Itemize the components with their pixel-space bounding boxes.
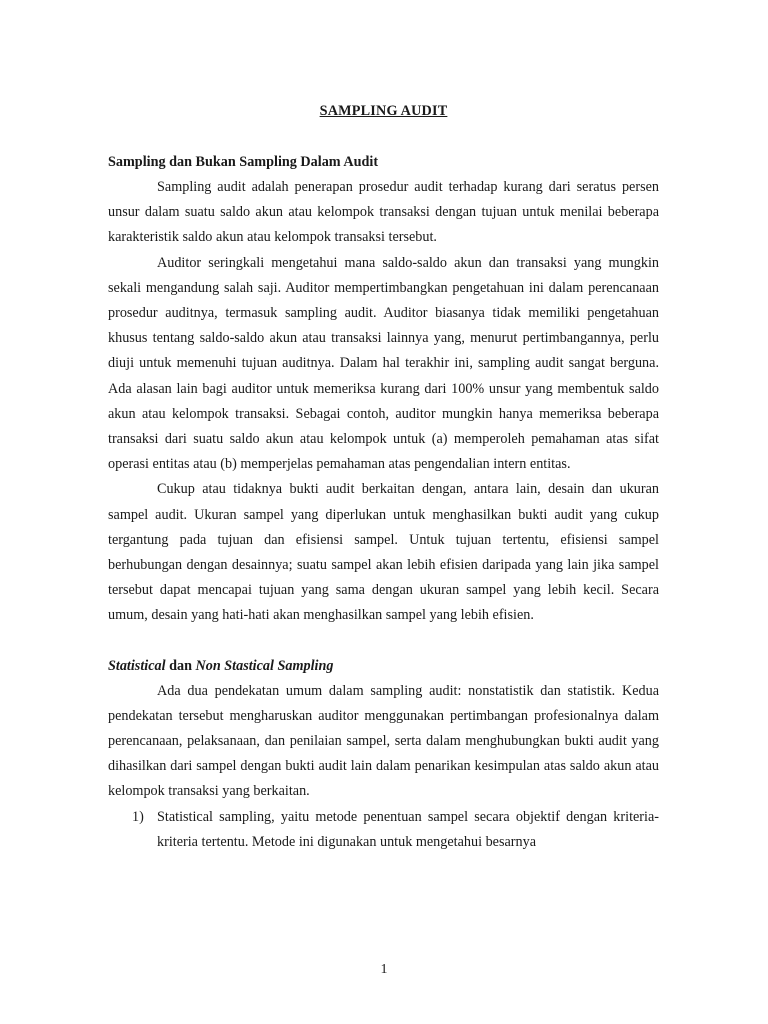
list-marker: 1): [132, 808, 144, 825]
list-item-text: Statistical sampling, yaitu metode penentuan sampel secara objektif dengan kriteria-kriteria tertentu. Metode ini digunakan untuk mengetahui besarnya: [157, 808, 659, 850]
document-body: [108, 99, 659, 855]
numbered-list: [108, 805, 659, 855]
paragraph: Auditor seringkali mengetahui mana saldo-saldo akun dan transaksi yang mungkin sekali mengandung salah saji. Auditor mempertimbangkan pengetahuan ini dalam perencanaan prosedur auditnya, termasuk sampling audit. Auditor biasanya tidak memiliki pengetahuan khusus tentang saldo-saldo akun atau transaksi lainnya yang, menurut pertimbangannya, perlu diuji untuk memenuhi tujuan auditnya. Dalam hal terakhir ini, sampling audit sangat berguna. Ada alasan lain bagi auditor untuk memeriksa kurang dari 100% unsur yang membentuk saldo akun atau kelompok transaksi. Sebagai contoh, auditor mungkin hanya memeriksa beberapa transaksi dari suatu saldo akun atau kelompok untuk (a) memperoleh pemahaman atas sifat operasi entitas atau (b) memperjelas pemahaman atas pengendalian intern entitas.: [108, 254, 659, 473]
paragraph: Sampling audit adalah penerapan prosedur audit terhadap kurang dari seratus persen unsur dalam suatu saldo akun atau kelompok transaksi dengan tujuan untuk menilai beberapa karakteristik saldo akun atau kelompok transaksi tersebut.: [108, 179, 659, 246]
heading-italic-part: Non Stastical Sampling: [195, 657, 334, 674]
heading-italic-part: Statistical: [108, 657, 166, 674]
heading-plain-part: dan: [165, 657, 196, 674]
section-heading-sampling: Sampling dan Bukan Sampling Dalam Audit: [108, 154, 379, 170]
paragraph: Ada dua pendekatan umum dalam sampling audit: nonstatistik dan statistik. Kedua pendekatan tersebut mengharuskan auditor menggunakan pertimbangan profesionalnya dalam perencanaan, pelaksanaan, dan penilaian sampel, serta dalam menghubungkan bukti audit yang dihasilkan dari sampel dengan bukti audit lain dalam penarikan kesimpulan atas saldo akun atau kelompok transaksi yang berkaitan.: [108, 682, 659, 800]
document-title: SAMPLING AUDIT: [319, 103, 448, 119]
paragraph: Cukup atau tidaknya bukti audit berkaitan dengan, antara lain, desain dan ukuran sampel audit. Ukuran sampel yang diperlukan untuk menghasilkan bukti audit yang cukup tergantung pada tujuan dan efisiensi sampel. Untuk tujuan tertentu, efisiensi sampel berhubungan dengan desainnya; suatu sampel akan lebih efisien daripada yang lain jika sampel tersebut dapat mencapai tujuan yang sama dengan ukuran sampel yang lebih kecil. Secara umum, desain yang hati-hati akan menghasilkan sampel yang lebih efisien.: [108, 481, 659, 624]
list-item: [108, 805, 659, 855]
section-heading-statistical: [108, 654, 659, 679]
page-number: 1: [380, 962, 388, 977]
